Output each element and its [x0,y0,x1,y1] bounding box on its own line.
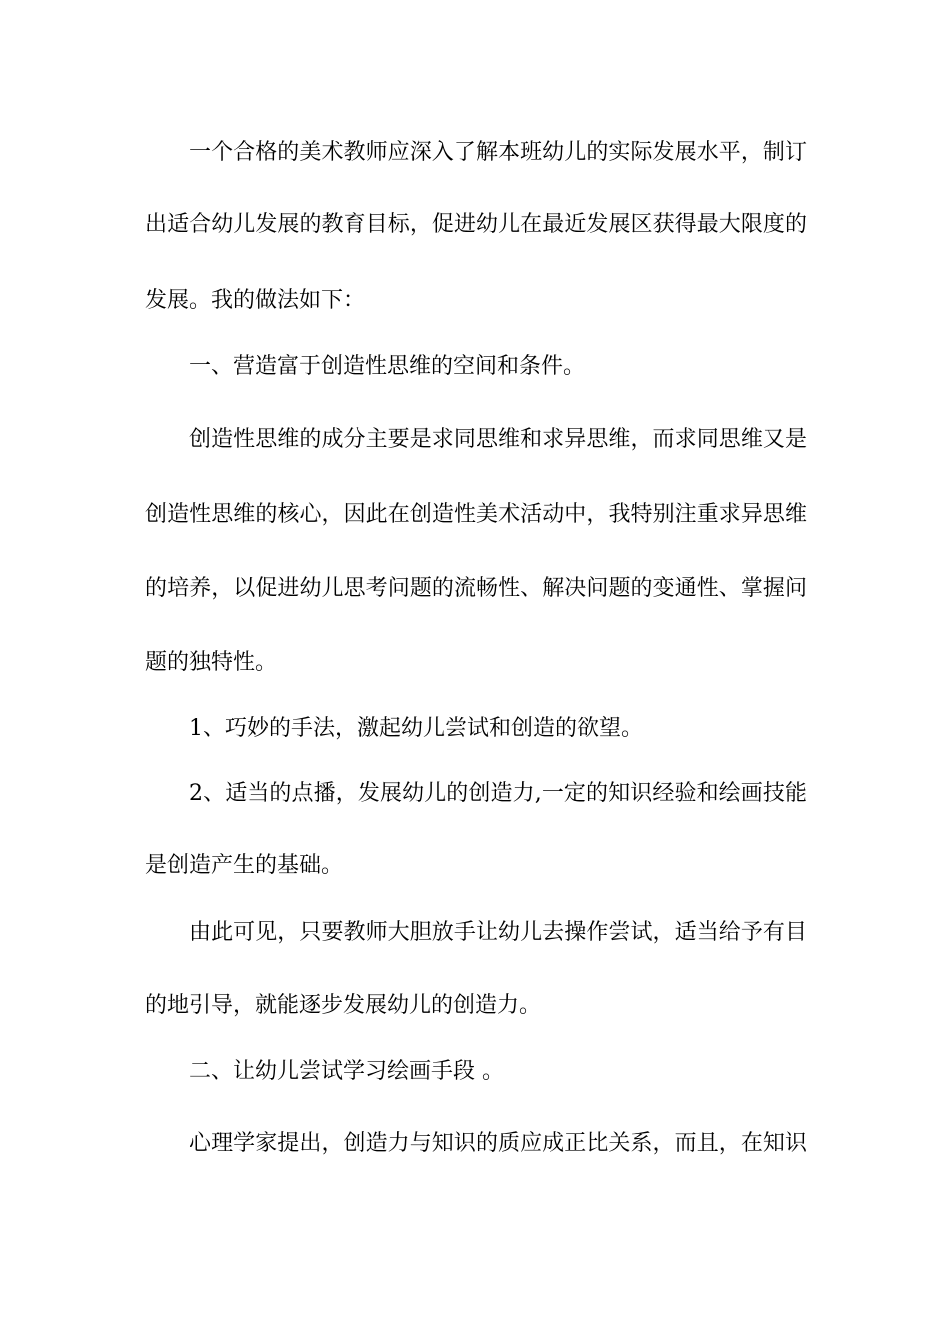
section-heading-1: 一、营造富于创造性思维的空间和条件。 [189,354,586,379]
paragraph-3-line-1: 由此可见，只要教师大胆放手让幼儿去操作尝试，适当给予有目 [189,920,807,945]
paragraph-1-line-3: 发展。我的做法如下： [145,288,366,313]
paragraph-4-line-1: 心理学家提出，创造力与知识的质应成正比关系，而且，在知识 [189,1131,807,1156]
list-item-2-line-2: 是创造产生的基础。 [145,853,344,878]
paragraph-2-line-1: 创造性思维的成分主要是求同思维和求异思维，而求同思维又是 [189,427,807,452]
paragraph-2-line-4: 题的独特性。 [145,650,278,675]
paragraph-1-line-2: 出适合幼儿发展的教育目标，促进幼儿在最近发展区获得最大限度的 [145,212,807,237]
section-heading-2: 二、让幼儿尝试学习绘画手段 。 [189,1059,504,1084]
list-item-1: 1、巧妙的手法，激起幼儿尝试和创造的欲望。 [189,716,643,741]
list-item-2-line-1: 2、适当的点播，发展幼儿的创造力,一定的知识经验和绘画技能 [189,781,807,806]
paragraph-2-line-2: 创造性思维的核心，因此在创造性美术活动中，我特别注重求异思维 [145,502,807,527]
paragraph-2-line-3: 的培养，以促进幼儿思考问题的流畅性、解决问题的变通性、掌握问 [145,576,807,601]
paragraph-1-line-1: 一个合格的美术教师应深入了解本班幼儿的实际发展水平，制订 [189,140,807,165]
paragraph-3-line-2: 的地引导，就能逐步发展幼儿的创造力。 [145,993,542,1018]
